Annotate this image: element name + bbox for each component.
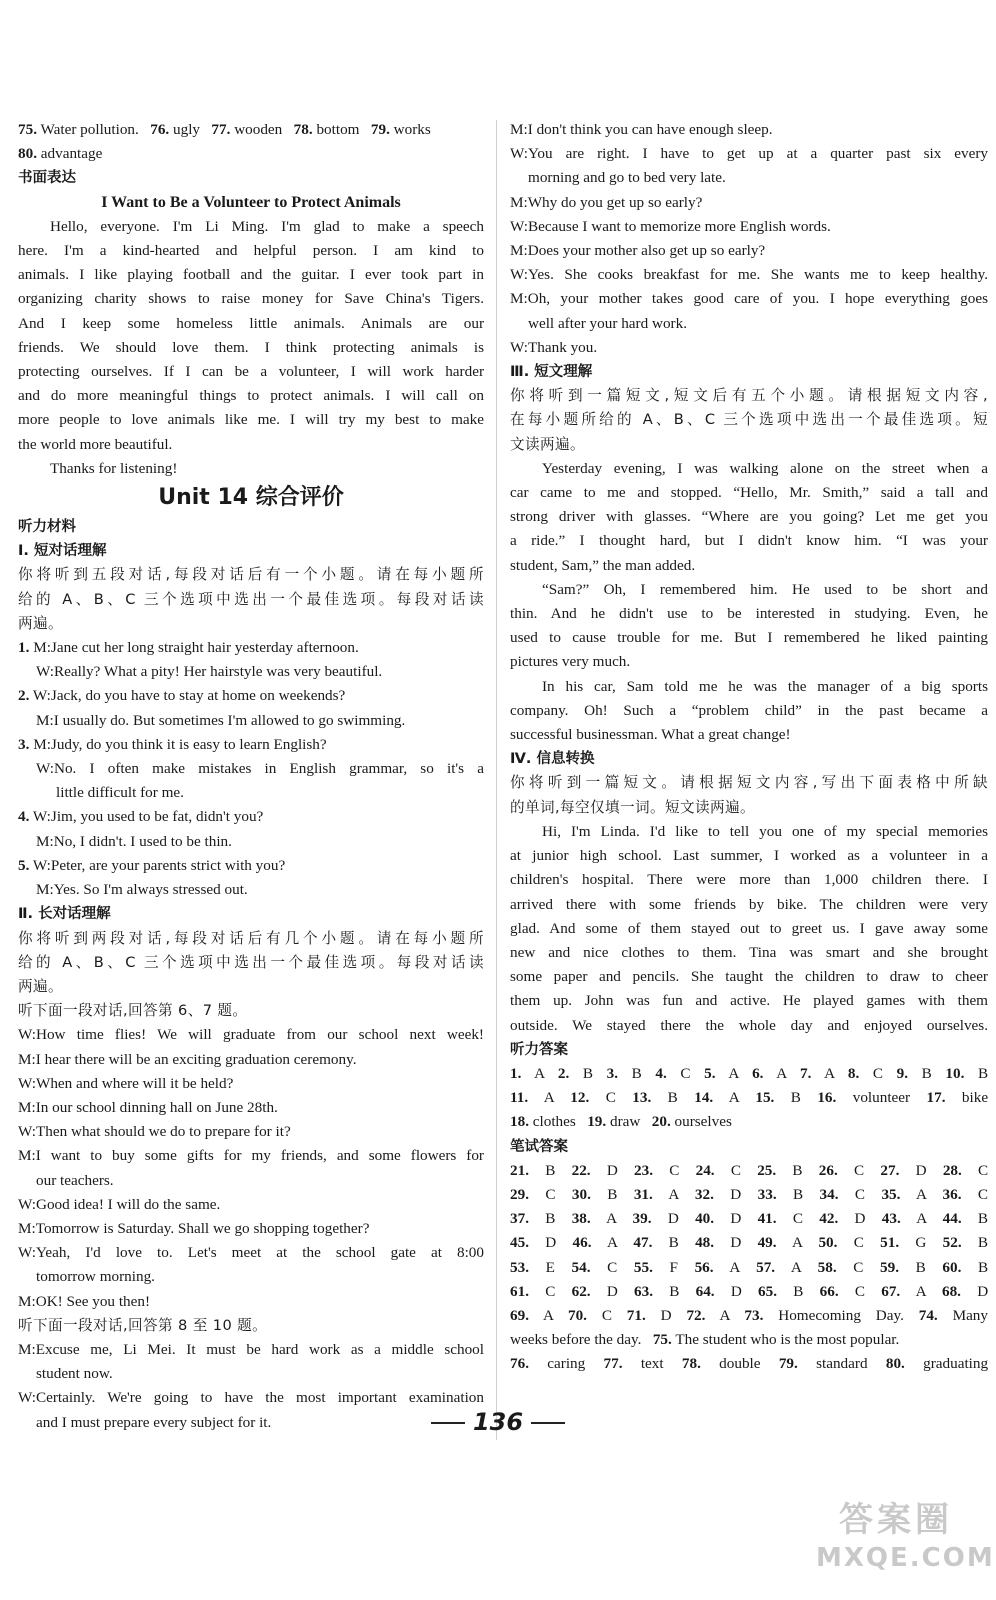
answer-79: 79. works xyxy=(370,121,431,138)
dialog-4-line-1: 4. W:Jim, you used to be fat, didn't you? xyxy=(18,808,264,826)
essay-line: And I keep some homeless little animals. Animals are our xyxy=(18,314,484,332)
questions-6-7-heading: 听下面一段对话,回答第 6、7 题。 xyxy=(18,1002,248,1020)
essay-line: animals. I like playing football and the guitar. I ever took part in xyxy=(18,266,484,284)
answers-74-75: weeks before the day. 75. The student who is the most popular. xyxy=(510,1331,900,1349)
answer-item: 68. D xyxy=(941,1282,988,1300)
dialog-3-line-1: 3. M:Judy, do you think it is easy to learn English? xyxy=(18,735,327,753)
answer-item: 34. C xyxy=(819,1185,866,1203)
answer-item: 43. A xyxy=(881,1210,927,1228)
answer-item: 65. B xyxy=(758,1282,804,1300)
answer-item: 29. C xyxy=(510,1185,556,1203)
long-dialog-2-line: morning and go to bed very late. xyxy=(528,169,726,187)
section-4-instructions: 你将听到一篇短文。请根据短文内容,写出下面表格中所缺 xyxy=(510,774,988,792)
answer-item: 45. D xyxy=(510,1234,557,1252)
long-dialog-1-line: W:When and where will it be held? xyxy=(18,1074,234,1092)
section-2-heading: Ⅱ. 长对话理解 xyxy=(18,906,111,923)
answer-item: 2. B xyxy=(557,1064,594,1082)
answer-item: 24. C xyxy=(695,1161,741,1179)
answer-item: 48. D xyxy=(695,1234,742,1252)
long-dialog-2-line: and I must prepare every subject for it. xyxy=(36,1413,272,1431)
answer-row xyxy=(510,1231,988,1255)
answer-item: 13. B xyxy=(632,1089,678,1107)
passage-1-line: “Sam?” Oh, I remembered him. He used to be short and xyxy=(542,580,988,598)
section-3-instructions: 文读两遍。 xyxy=(510,435,585,453)
essay-closing: Thanks for listening! xyxy=(50,459,178,477)
answer-row xyxy=(510,1159,988,1183)
answer-item: 54. C xyxy=(571,1258,618,1276)
long-dialog-1-line: W:Yeah, I'd love to. Let's meet at the school gate at 8:00 xyxy=(18,1244,484,1262)
watermark-logo: 答案圈 MXQE.COM xyxy=(816,1500,995,1573)
answer-item: 57. A xyxy=(756,1258,802,1276)
passage-1-line: In his car, Sam told me he was the manager of a big sports xyxy=(542,677,988,695)
passage-1-line: used to cause trouble for me. But I remembered he liked painting xyxy=(510,629,988,647)
passage-2-line: glad. And some of them stayed out to greet us. I gave away some xyxy=(510,919,988,937)
answer-item: 50. C xyxy=(818,1234,864,1252)
answer-item: 3. B xyxy=(606,1064,642,1082)
answer-item: 40. D xyxy=(695,1210,742,1228)
answer-item: 66. C xyxy=(819,1282,865,1300)
section-3-heading: Ⅲ. 短文理解 xyxy=(510,364,593,381)
left-column xyxy=(18,118,484,1435)
essay-line: the world more beautiful. xyxy=(18,435,173,453)
essay-line: here. I'm a kind-hearted and helpful person. I am kind to xyxy=(18,242,484,260)
page-number-dash xyxy=(431,1422,465,1424)
answers-75-79 xyxy=(18,118,484,142)
answer-row xyxy=(510,1110,988,1134)
written-answers xyxy=(510,1159,988,1304)
long-dialog-1-line: W:Then what should we do to prepare for it? xyxy=(18,1123,291,1141)
essay-line: and do more meaningful things to protect animals. I will call on xyxy=(18,387,484,405)
section-1-instructions: 你将听到五段对话,每段对话后有一个小题。请在每小题所 xyxy=(18,566,484,584)
answer-item: 37. B xyxy=(510,1210,556,1228)
essay-line: protecting ourselves. If I can be a volunteer, I will work harder xyxy=(18,363,484,381)
answer-78: 78. bottom xyxy=(293,121,360,138)
long-dialog-1-line: M:OK! See you then! xyxy=(18,1292,151,1310)
essay-line: friends. We should love them. I think protecting animals is xyxy=(18,338,484,356)
passage-1-line: car came to me and stopped. “Hello, Mr. Smith,” said a tall and xyxy=(510,484,988,502)
answer-80: 80. advantage xyxy=(18,145,103,163)
section-1-instructions: 给的 A、B、C 三个选项中选出一个最佳选项。每段对话读 xyxy=(18,590,484,608)
answer-item: 21. B xyxy=(510,1161,556,1179)
answer-row xyxy=(510,1086,988,1110)
dialog-3-line-3: little difficult for me. xyxy=(56,784,184,802)
page-number: 136 xyxy=(0,1408,996,1436)
answer-item: 7. A xyxy=(799,1064,835,1082)
dialog-1-line-1: 1. M:Jane cut her long straight hair yesterday afternoon. xyxy=(18,639,359,657)
passage-1-line: strong driver with glasses. “Where are you going? Let me get you xyxy=(510,508,988,526)
answer-item: 15. B xyxy=(755,1089,801,1107)
answer-item: 41. C xyxy=(757,1210,803,1228)
answer-76: 76. ugly xyxy=(150,121,201,138)
answer-item: 59. B xyxy=(880,1258,926,1276)
long-dialog-2-line: student now. xyxy=(36,1365,113,1383)
answer-item: 5. A xyxy=(704,1064,739,1082)
answer-item: 28. C xyxy=(942,1161,988,1179)
long-dialog-2-line: M:Oh, your mother takes good care of you. I hope everything goes xyxy=(510,290,988,308)
answer-item: 11. A xyxy=(510,1089,554,1107)
answer-item: 58. C xyxy=(817,1258,864,1276)
passage-1-line: a ride.” I thought hard, but I didn't know him. “I was your xyxy=(510,532,988,550)
answer-item: 20. ourselves xyxy=(651,1113,732,1131)
answer-item: 55. F xyxy=(633,1258,678,1276)
answer-row xyxy=(510,1207,988,1231)
long-dialog-2-line: M:I don't think you can have enough sleep. xyxy=(510,121,773,138)
answer-item: 47. B xyxy=(633,1234,679,1252)
answer-item: 61. C xyxy=(510,1282,556,1300)
long-dialog-1-line: M:I want to buy some gifts for my friends, and some flowers for xyxy=(18,1147,484,1165)
answer-item: 23. C xyxy=(634,1161,680,1179)
dialog-1-line-2: W:Really? What a pity! Her hairstyle was very beautiful. xyxy=(36,663,383,681)
long-dialog-2-line: W:You are right. I have to get up at a quarter past six every xyxy=(510,145,988,163)
answer-item: 9. B xyxy=(896,1064,932,1082)
column-divider xyxy=(496,120,497,1440)
passage-1-line: thin. And he didn't use to be interested in studying. Even, he xyxy=(510,605,988,623)
answer-75: 75. Water pollution. xyxy=(18,121,139,138)
written-answers-heading: 笔试答案 xyxy=(510,1138,568,1155)
listening-heading: 听力材料 xyxy=(18,519,76,536)
long-dialog-1-line: W:Good idea! I will do the same. xyxy=(18,1195,221,1213)
passage-1-line: student, Sam,” the man added. xyxy=(510,556,696,574)
answer-item: 49. A xyxy=(757,1234,803,1252)
section-1-heading: Ⅰ. 短对话理解 xyxy=(18,543,107,560)
section-2-instructions: 两遍。 xyxy=(18,977,63,995)
section-3-instructions: 在每小题所给的 A、B、C 三个选项中选出一个最佳选项。短 xyxy=(510,411,988,429)
answer-item: 19. draw xyxy=(587,1113,641,1131)
answer-item: 31. A xyxy=(633,1185,679,1203)
section-2-instructions: 给的 A、B、C 三个选项中选出一个最佳选项。每段对话读 xyxy=(18,953,484,971)
long-dialog-2-line: M:Why do you get up so early? xyxy=(510,193,703,211)
long-dialog-2-line: W:Certainly. We're going to have the most important examination xyxy=(18,1389,484,1407)
answer-item: 62. D xyxy=(571,1282,618,1300)
long-dialog-1-line: our teachers. xyxy=(36,1171,114,1189)
essay-title: I Want to Be a Volunteer to Protect Animals xyxy=(101,193,401,211)
answer-item: 18. clothes xyxy=(510,1113,576,1131)
answer-item: 33. B xyxy=(757,1185,804,1203)
answer-item: 26. C xyxy=(818,1161,865,1179)
answer-item: 8. C xyxy=(847,1064,884,1082)
section-1-instructions: 两遍。 xyxy=(18,614,63,632)
essay-line: organizing charity shows to raise money for Save China's Tigers. xyxy=(18,290,484,308)
answer-item: 36. C xyxy=(942,1185,988,1203)
passage-2-line: them up. John was fun and active. He played games with them xyxy=(510,992,988,1010)
answer-77: 77. wooden xyxy=(211,121,283,138)
answer-item: 38. A xyxy=(571,1210,617,1228)
answer-item: 10. B xyxy=(945,1064,988,1082)
long-dialog-1-line: M:Tomorrow is Saturday. Shall we go shopping together? xyxy=(18,1219,370,1237)
passage-2-line: outside. We stayed there the whole day and enjoyed ourselves. xyxy=(510,1016,988,1034)
answer-item: 14. A xyxy=(694,1089,739,1107)
answers-76-80: 76. caring 77. text 78. double 79. standard 80. graduating xyxy=(510,1355,988,1373)
long-dialog-2-line: M:Excuse me, Li Mei. It must be hard work as a middle school xyxy=(18,1340,484,1358)
dialog-4-line-2: M:No, I didn't. I used to be thin. xyxy=(36,832,232,850)
answer-item: 44. B xyxy=(942,1210,988,1228)
unit-title: Unit 14 综合评价 xyxy=(158,485,344,511)
answer-item: 42. D xyxy=(819,1210,866,1228)
answer-item: 60. B xyxy=(942,1258,988,1276)
passage-2-line: some paper and pencils. She taught the children to draw to cheer xyxy=(510,968,988,986)
long-dialog-1-line: M:I hear there will be an exciting graduation ceremony. xyxy=(18,1050,357,1068)
section-3-instructions: 你将听到一篇短文,短文后有五个小题。请根据短文内容, xyxy=(510,387,988,405)
answer-row xyxy=(510,1183,988,1207)
answer-item: 46. A xyxy=(572,1234,618,1252)
passage-1-line: company. Oh! Such a “problem child” in the past became a xyxy=(510,701,988,719)
dialog-2-line-2: M:I usually do. But sometimes I'm allowed to go swimming. xyxy=(36,711,406,729)
answers-69-74: 69. A 70. C 71. D 72. A 73. Homecoming Day. 74. Many xyxy=(510,1306,988,1324)
answer-item: 51. G xyxy=(880,1234,927,1252)
section-4-heading: Ⅳ. 信息转换 xyxy=(510,751,595,768)
essay-line: Hello, everyone. I'm Li Ming. I'm glad to make a speech xyxy=(50,217,484,235)
passage-2-line: arrived there with some friends by bike. The children were very xyxy=(510,895,988,913)
answer-item: 56. A xyxy=(694,1258,740,1276)
answer-item: 32. D xyxy=(694,1185,742,1203)
answer-row xyxy=(510,1062,988,1086)
answer-item: 64. D xyxy=(695,1282,742,1300)
questions-8-10-heading: 听下面一段对话,回答第 8 至 10 题。 xyxy=(18,1316,268,1334)
dialog-3-line-2: W:No. I often make mistakes in English grammar, so it's a xyxy=(36,760,484,778)
answer-item: 30. B xyxy=(571,1185,618,1203)
answer-item: 1. A xyxy=(510,1064,545,1082)
answer-item: 52. B xyxy=(942,1234,988,1252)
long-dialog-2-line: W:Because I want to memorize more English words. xyxy=(510,217,831,235)
long-dialog-1-line: W:How time flies! We will graduate from our school next week! xyxy=(18,1026,484,1044)
answer-item: 53. E xyxy=(510,1258,555,1276)
passage-2-line: Hi, I'm Linda. I'd like to tell you one of my special memories xyxy=(542,822,988,840)
answer-item: 25. B xyxy=(757,1161,803,1179)
dialog-5-line-1: 5. W:Peter, are your parents strict with you? xyxy=(18,856,286,874)
passage-2-line: new and nice clothes to them. Tina was smart and she brought xyxy=(510,943,988,961)
passage-1-line: Yesterday evening, I was walking alone on the street when a xyxy=(542,459,988,477)
listening-answers xyxy=(510,1062,988,1135)
long-dialog-2-line: W:Thank you. xyxy=(510,338,598,356)
right-column xyxy=(510,118,988,1377)
answer-item: 63. B xyxy=(634,1282,680,1300)
answer-item: 17. bike xyxy=(926,1089,988,1107)
listening-answers-heading: 听力答案 xyxy=(510,1041,568,1058)
long-dialog-1-line: tomorrow morning. xyxy=(36,1268,155,1286)
answer-item: 16. volunteer xyxy=(817,1089,911,1107)
answer-item: 12. C xyxy=(570,1089,616,1107)
dialog-2-line-1: 2. W:Jack, do you have to stay at home on weekends? xyxy=(18,687,346,705)
passage-1-line: successful businessman. What a great change! xyxy=(510,726,791,744)
answer-item: 39. D xyxy=(632,1210,679,1228)
section-2-instructions: 你将听到两段对话,每段对话后有几个小题。请在每小题所 xyxy=(18,929,484,947)
answer-item: 27. D xyxy=(880,1161,927,1179)
answer-row xyxy=(510,1256,988,1280)
answer-item: 4. C xyxy=(655,1064,691,1082)
passage-2-line: at junior high school. Last summer, I worked as a volunteer in a xyxy=(510,847,988,865)
essay-line: more people to love animals like me. I will try my best to make xyxy=(18,411,484,429)
long-dialog-2-line: M:Does your mother also get up so early? xyxy=(510,242,766,260)
long-dialog-1-line: M:In our school dinning hall on June 28th. xyxy=(18,1098,278,1116)
dialog-5-line-2: M:Yes. So I'm always stressed out. xyxy=(36,881,248,899)
passage-1-line: pictures very much. xyxy=(510,653,631,671)
answer-item: 67. A xyxy=(881,1282,926,1300)
passage-2-line: children's hospital. There were more than 1,000 children there. I xyxy=(510,871,988,889)
answer-item: 6. A xyxy=(752,1064,787,1082)
page-number-dash xyxy=(531,1422,565,1424)
answer-row xyxy=(510,1280,988,1304)
writing-heading: 书面表达 xyxy=(18,170,76,187)
long-dialog-2-line: W:Yes. She cooks breakfast for me. She wants me to keep healthy. xyxy=(510,266,988,284)
answer-item: 22. D xyxy=(571,1161,618,1179)
answer-item: 35. A xyxy=(881,1185,927,1203)
long-dialog-2-line: well after your hard work. xyxy=(528,314,687,332)
section-4-instructions: 的单词,每空仅填一词。短文读两遍。 xyxy=(510,798,755,816)
